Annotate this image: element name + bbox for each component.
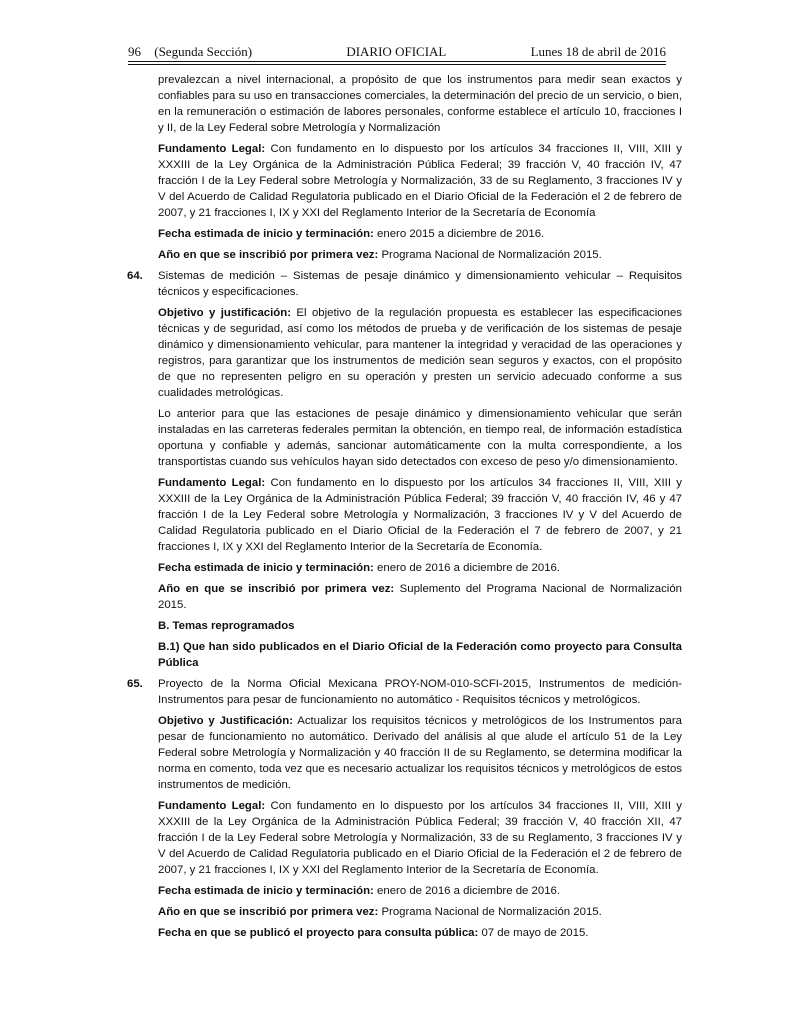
field-label: Fecha estimada de inicio y terminación: [158, 885, 374, 897]
paragraph [158, 581, 682, 613]
field-label: Año en que se inscribió por primera vez: [158, 583, 395, 595]
field-text: Programa Nacional de Normalización 2015. [378, 249, 602, 261]
paragraph: prevalezcan a nivel internacional, a propósito de que los instrumentos para medir sean exactos y confiables para su uso en transacciones comerciales, la determinación del precio de un servicio, o bien, en la remuneración o estimación de labores personales, conforme establece el artículo 10, fracciones I y II, de la Ley Federal sobre Metrología y Normalización [158, 74, 682, 134]
document-body [127, 72, 683, 946]
header-rule-top [128, 61, 666, 62]
field-label: Año en que se inscribió por primera vez: [158, 249, 379, 261]
field-text: enero de 2016 a diciembre de 2016. [373, 562, 561, 574]
paragraph [158, 141, 682, 221]
field-text: 07 de mayo de 2015. [478, 927, 589, 939]
paragraph [158, 798, 682, 878]
paragraph [158, 560, 682, 576]
item-title: Sistemas de medición – Sistemas de pesaje dinámico y dimensionamiento vehicular – Requisitos técnicos y especificaciones. [158, 270, 682, 298]
field-text: enero de 2016 a diciembre de 2016. [373, 885, 561, 897]
numbered-item-64 [127, 268, 682, 300]
field-label: Fundamento Legal: [158, 800, 266, 812]
field-label: Fecha estimada de inicio y terminación: [158, 228, 374, 240]
field-text: Suplemento del Programa Nacional de Normalización 2015. [158, 583, 682, 611]
section-label: (Segunda Sección) [154, 44, 253, 59]
field-label: Fecha estimada de inicio y terminación: [158, 562, 374, 574]
field-label: Objetivo y justificación: [158, 307, 291, 319]
item-number: 64. [127, 270, 143, 282]
header-rule-bottom [128, 64, 666, 65]
paragraph [158, 247, 682, 263]
numbered-item-65 [127, 676, 682, 708]
field-text: Con fundamento en lo dispuesto por los artículos 34 fracciones II, VIII, XIII y XXXIII de la Ley Orgánica de la Administración Pública Federal; 39 fracción V, 40 fracción XII, 47 fracción I de la Ley Federal sobre Metrología y Normalización, 33 de su Reglamento, 3 fracciones IV y V del Acuerdo de Calidad Regulatoria publicado en el Diario Oficial de la Federación el 2 de febrero de 2007, y 21 fracciones I, IX y XXI del Reglamento Interior de la Secretaría de Economía. [158, 800, 682, 876]
field-label: Año en que se inscribió por primera vez: [158, 906, 379, 918]
page-header [128, 44, 666, 60]
field-label: Fecha en que se publicó el proyecto para consulta pública: [158, 927, 479, 939]
field-label: Fundamento Legal: [158, 477, 266, 489]
paragraph [158, 883, 682, 899]
item-number: 65. [127, 678, 143, 690]
publication-title: DIARIO OFICIAL [346, 44, 447, 59]
section-heading: B. Temas reprogramados [158, 620, 295, 632]
paragraph [158, 305, 682, 401]
field-label: Objetivo y Justificación: [158, 715, 294, 727]
field-text: enero 2015 a diciembre de 2016. [373, 228, 545, 240]
paragraph [158, 475, 682, 555]
field-text: Actualizar los requisitos técnicos y metrológicos de los Instrumentos para pesar de funcionamiento no automático. Derivado del análisis al que alude el artículo 51 de la Ley Federal sobre Metrología y Normalización y 40 fracción II de su Reglamento, se determina modificar la norma en comento, toda vez que es necesario actualizar los requisitos técnicos y metrológicos de estos instrumentos de medición. [158, 715, 683, 791]
paragraph [158, 904, 682, 920]
item-title: Proyecto de la Norma Oficial Mexicana PROY-NOM-010-SCFI-2015, Instrumentos de medición-Instrumentos para pesar de funcionamiento no automático - Requisitos técnicos y metrológicos. [158, 678, 682, 706]
field-text: Con fundamento en lo dispuesto por los artículos 34 fracciones II, VIII, XIII y XXXIII de la Ley Orgánica de la Administración Pública Federal; 39 fracción V, 40 fracción IV, 46 y 47 fracción I de la Ley Federal sobre Metrología y Normalización, 3 fracciones IV y V del Acuerdo de Calidad Regulatoria publicado en el Diario Oficial de la Federación el 7 de febrero de 2007, y 21 fracciones I, IX y XXI del Reglamento Interior de la Secretaría de Economía. [158, 477, 682, 553]
field-text: Programa Nacional de Normalización 2015. [378, 906, 602, 918]
header-left [128, 44, 262, 60]
field-label: Fundamento Legal: [158, 143, 266, 155]
field-text: El objetivo de la regulación propuesta es establecer las especificaciones técnicas y de seguridad, así como los métodos de prueba y de verificación de los sistemas de pesaje dinámico y dimensionamiento vehicular, para mantener la integridad y veracidad de las operaciones y registros, para garantizar que los instrumentos de medición sean seguros y exactos, con el propósito de que no representen peligro en su operación y presten un servicio adecuado conforme a sus cualidades metrológicas. [158, 307, 682, 399]
subsection-heading: B.1) Que han sido publicados en el Diario Oficial de la Federación como proyecto para Consulta Pública [158, 641, 682, 669]
paragraph [158, 226, 682, 242]
page-number: 96 [128, 44, 141, 59]
paragraph: Lo anterior para que las estaciones de pesaje dinámico y dimensionamiento vehicular que serán instaladas en las carreteras federales permitan la obtención, en tiempo real, de información estadística oportuna y confiable y además, sancionar automáticamente con la multa correspondiente, a los transportistas cuando sus vehículos hayan sido detectados con exceso de peso y/o dimensionamiento. [158, 408, 682, 468]
field-text: Con fundamento en lo dispuesto por los artículos 34 fracciones II, VIII, XIII y XXXIII de la Ley Orgánica de la Administración Pública Federal; 39 fracción V, 40 fracción IV, 47 fracción I de la Ley Federal sobre Metrología y Normalización, 33 de su Reglamento, 3 fracciones IV y V del Acuerdo de Calidad Regulatoria publicado en el Diario Oficial de la Federación el 2 de febrero de 2007, y 21 fracciones I, IX y XXI del Reglamento Interior de la Secretaría de Economía [158, 143, 682, 219]
paragraph [158, 713, 682, 793]
paragraph [158, 925, 682, 941]
publication-date: Lunes 18 de abril de 2016 [530, 44, 666, 59]
